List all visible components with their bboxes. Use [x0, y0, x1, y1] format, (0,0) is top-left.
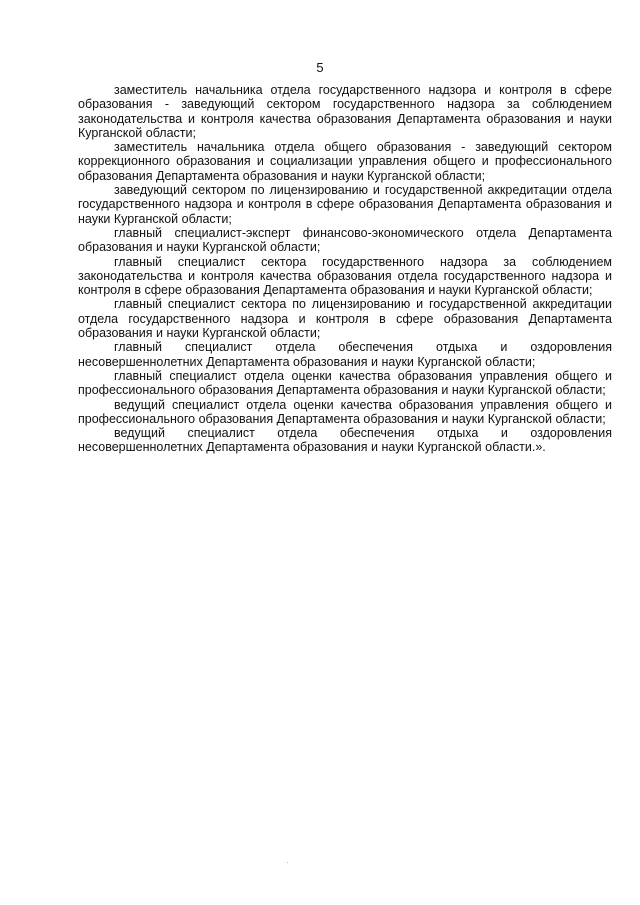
paragraph: ведущий специалист отдела обеспечения отдыха и оздоровления несовершеннолетних Департамента образования и науки Курганской области.». [78, 426, 612, 455]
paragraph: главный специалист отдела обеспечения отдыха и оздоровления несовершеннолетних Департамента образования и науки Курганской области; [78, 340, 612, 369]
paragraph: главный специалист отдела оценки качества образования управления общего и профессионального образования Департамента образования и науки Курганской области; [78, 368, 612, 398]
footer-dot: · [286, 858, 289, 867]
paragraph: заведующий сектором по лицензированию и государственной аккредитации отдела государственного надзора и контроля в сфере образования Департамента образования и науки Курганской области; [78, 183, 612, 226]
paragraph: главный специалист-эксперт финансово-экономического отдела Департамента образования и науки Курганской области; [78, 225, 612, 255]
page-number: 5 [316, 60, 324, 75]
paragraph: главный специалист сектора государственного надзора за соблюдением законодательства и контроля качества образования отдела государственного надзора и контроля в сфере образования Департамента образования и науки Курганской области; [78, 254, 612, 298]
paragraph: главный специалист сектора по лицензированию и государственной аккредитации отдела государственного надзора и контроля в сфере образования Департамента образования и науки Курганской области; [78, 297, 612, 341]
document-body [78, 83, 612, 455]
paragraph: заместитель начальника отдела общего образования - заведующий сектором коррекционного образования и социализации управления общего и профессионального образования Департамента образования и науки Курганской области; [78, 140, 612, 183]
paragraph: ведущий специалист отдела оценки качества образования управления общего и профессионального образования Департамента образования и науки Курганской области; [78, 397, 612, 426]
paragraph: заместитель начальника отдела государственного надзора и контроля в сфере образования - заведующий сектором государственного надзора за соблюдением законодательства и контроля качества образования Департамента образования и науки Курганской области; [78, 83, 612, 140]
